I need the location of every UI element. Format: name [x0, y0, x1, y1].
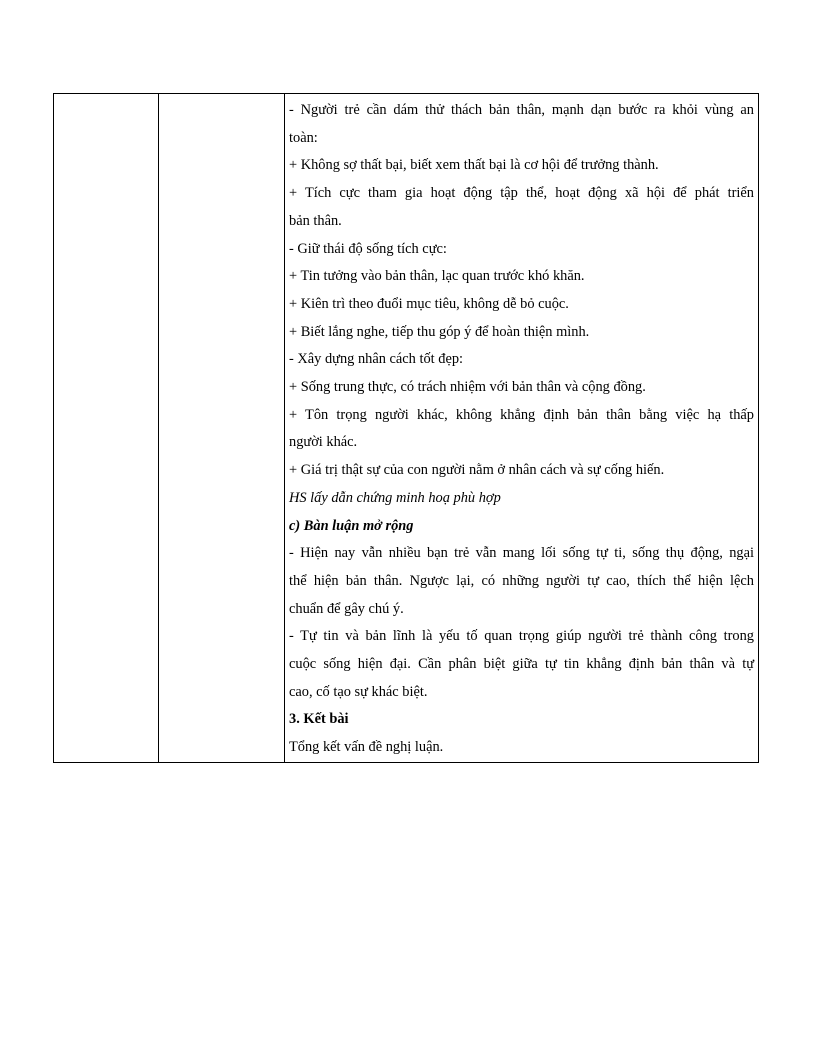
text-line: + Tin tưởng vào bản thân, lạc quan trước khó khăn. — [289, 268, 585, 285]
table-cell-empty-1 — [54, 94, 159, 763]
text-line: + Biết lắng nghe, tiếp thu góp ý để hoàn thiện mình. — [289, 323, 590, 340]
text-line: bản thân. — [289, 212, 342, 229]
document-table — [53, 93, 759, 763]
text-line: chuẩn để gây chú ý. — [289, 600, 404, 617]
text-line: thể hiện bản thân. Ngược lại, có những người tự cao, thích thể hiện lệch — [289, 572, 754, 589]
text-line: toàn: — [289, 129, 318, 146]
section-heading: c) Bàn luận mở rộng — [289, 517, 414, 534]
evidence-note: HS lấy dẫn chứng minh hoạ phù hợp — [289, 489, 501, 506]
content-block — [285, 94, 758, 762]
text-line: cao, cố tạo sự khác biệt. — [289, 683, 428, 700]
text-line: người khác. — [289, 434, 358, 451]
text-line: cuộc sống hiện đại. Cần phân biệt giữa tự tin khẳng định bản thân và tự — [289, 656, 754, 673]
text-line: - Người trẻ cần dám thử thách bản thân, mạnh dạn bước ra khỏi vùng an — [289, 102, 754, 118]
section-heading: 3. Kết bài — [289, 711, 349, 728]
text-line: + Sống trung thực, có trách nhiệm với bản thân và cộng đồng. — [289, 379, 646, 396]
text-line: - Tự tin và bản lĩnh là yếu tố quan trọng giúp người trẻ thành công trong — [289, 628, 754, 645]
text-line: Tổng kết vấn đề nghị luận. — [289, 739, 444, 756]
text-line: + Không sợ thất bại, biết xem thất bại là cơ hội để trưởng thành. — [289, 157, 659, 174]
text-line: + Giá trị thật sự của con người nằm ở nhân cách và sự cống hiến. — [289, 462, 665, 479]
text-line: - Hiện nay vẫn nhiều bạn trẻ vẫn mang lối sống tự ti, sống thụ động, ngại — [289, 545, 754, 562]
table-cell-content — [285, 94, 759, 763]
text-line: + Kiên trì theo đuổi mục tiêu, không dễ bỏ cuộc. — [289, 295, 569, 312]
text-line: + Tôn trọng người khác, không khẳng định bản thân bằng việc hạ thấp — [289, 406, 754, 423]
text-line: - Xây dựng nhân cách tốt đẹp: — [289, 351, 464, 368]
text-line: - Giữ thái độ sống tích cực: — [289, 240, 447, 257]
text-line: + Tích cực tham gia hoạt động tập thể, hoạt động xã hội để phát triển — [289, 185, 754, 202]
table-row — [54, 94, 759, 763]
table-cell-empty-2 — [159, 94, 285, 763]
